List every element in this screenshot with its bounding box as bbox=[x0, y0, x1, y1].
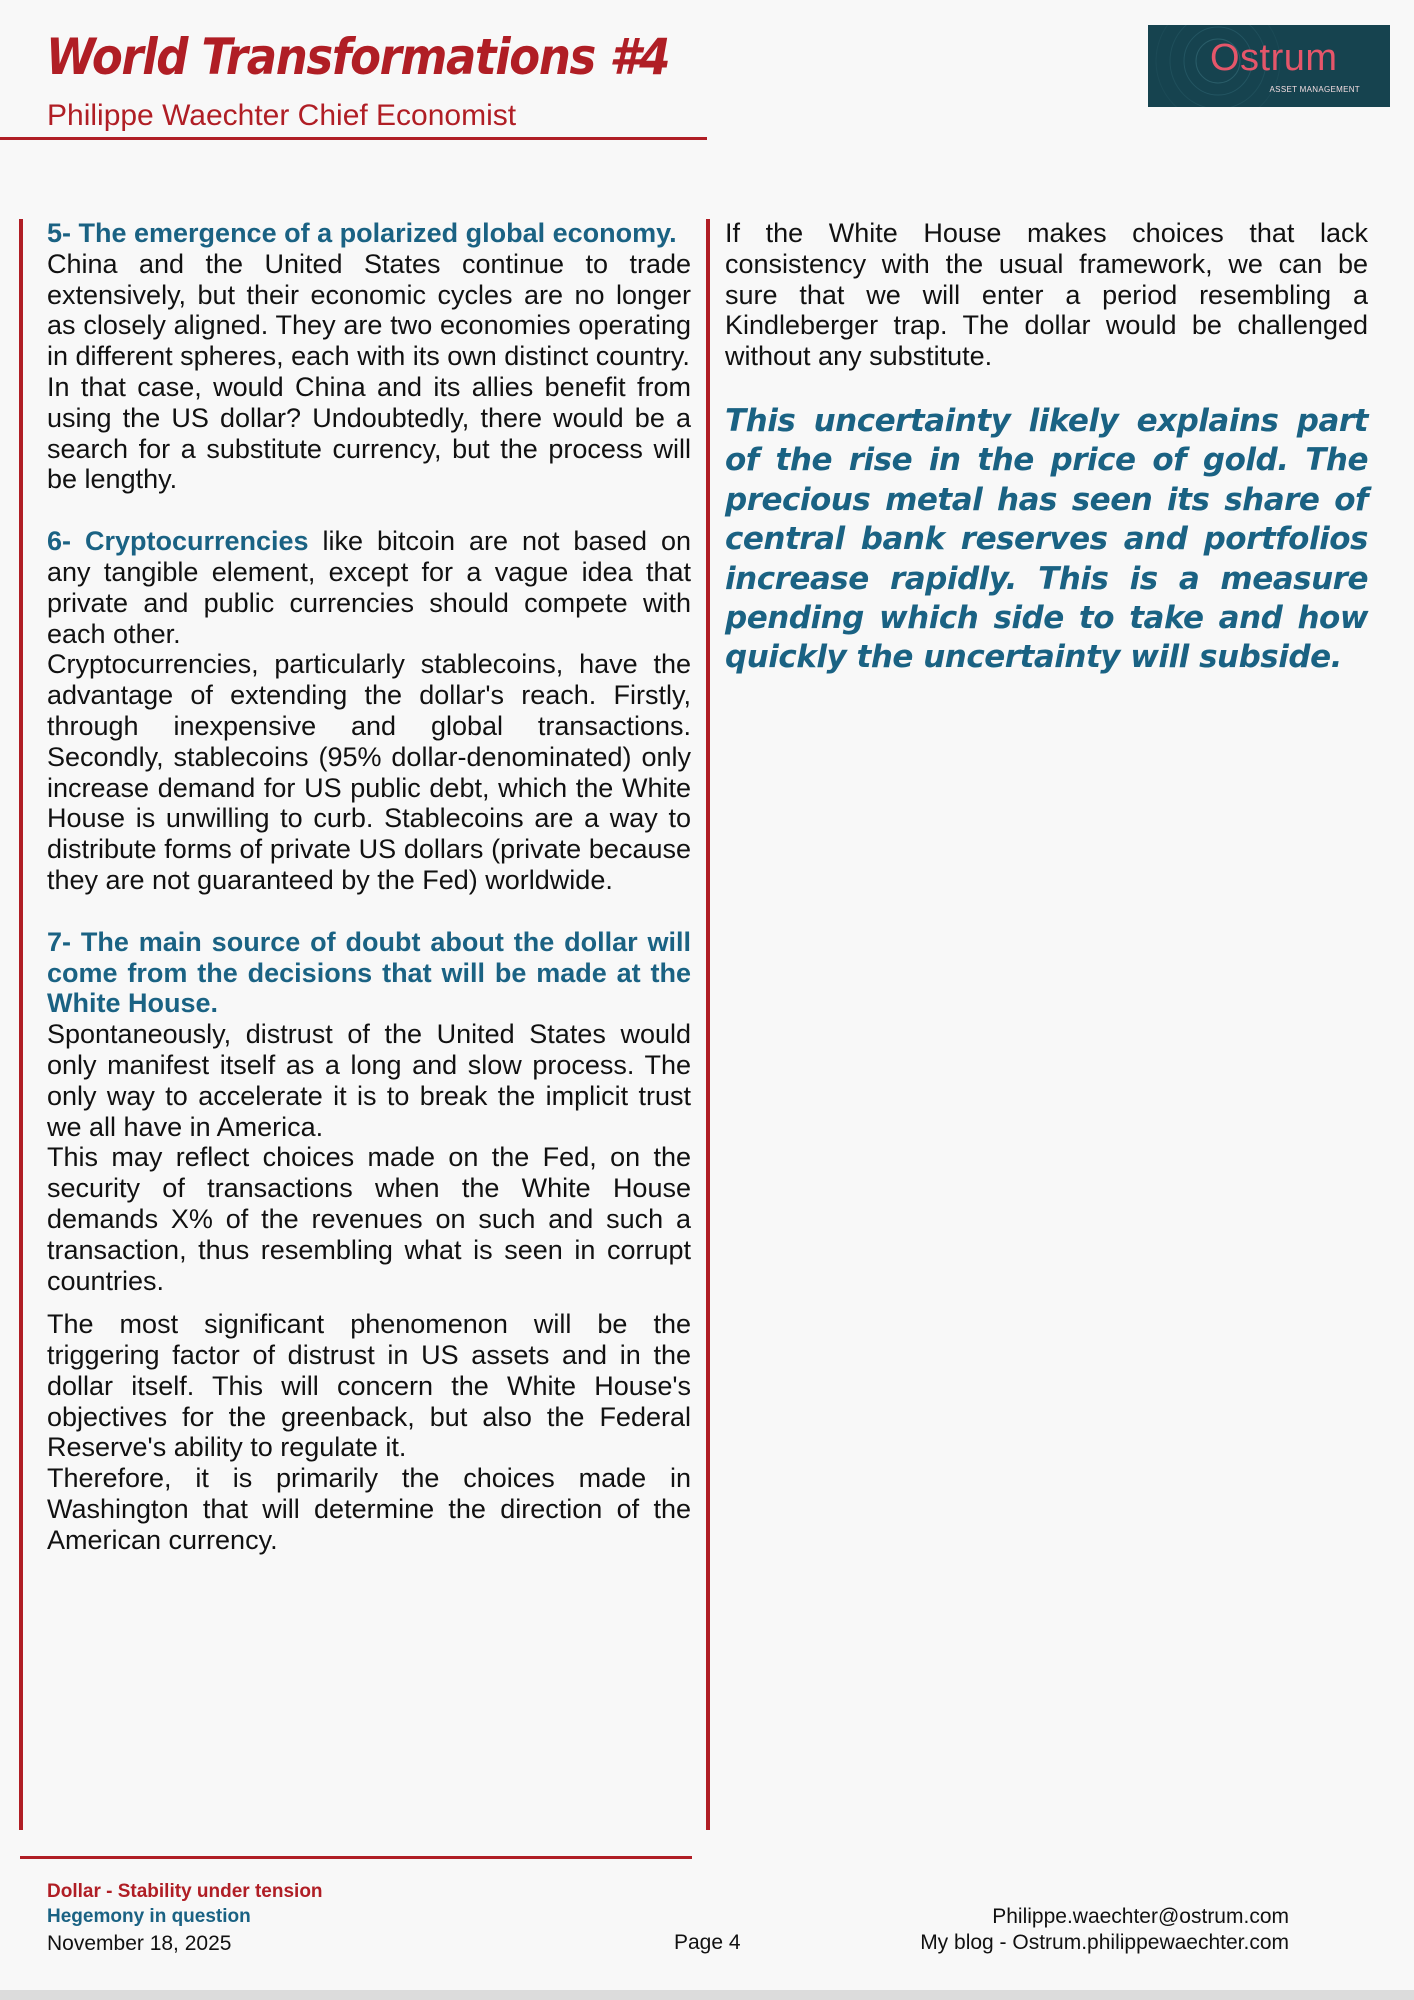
right-column-paragraph: If the White House makes choices that lack consistency with the usual framework, we can be sure that we will enter a period resembling a Kindleberger trap. The dollar would be challenged without any substitute. bbox=[725, 218, 1368, 372]
section-7-paragraph: Spontaneously, distrust of the United States would only manifest itself as a long and slow process. The only way to accelerate it is to break the implicit trust we all have in America. bbox=[47, 1019, 691, 1142]
section-7-paragraph: The most significant phenomenon will be the triggering factor of distrust in US assets and in the dollar itself. This will concern the White House's objectives for the greenback, but also the Federal Reserve's ability to regulate it. bbox=[47, 1309, 691, 1463]
author-email-link[interactable]: Philippe.waechter@ostrum.com bbox=[992, 1905, 1289, 1928]
column-divider bbox=[706, 219, 710, 1830]
ostrum-logo bbox=[1148, 25, 1390, 107]
section-6-lead-rest: like bitcoin are not based on any tangible element, except for a vague idea that private and public currencies should compete with each other. bbox=[47, 526, 691, 649]
page-title: World Transformations #4 bbox=[46, 28, 670, 86]
highlight-quote: This uncertainty likely explains part of the rise in the price of gold. The precious metal has seen its share of central bank reserves and portfolios increase rapidly. This is a measure pending which side to take and how quickly the uncertainty will subside. bbox=[725, 402, 1368, 676]
right-column bbox=[725, 218, 1368, 678]
section-5-paragraph: China and the United States continue to trade extensively, but their economic cycles are no longer as closely aligned. They are two economies operating in different spheres, each with its own distinct country. bbox=[47, 248, 691, 372]
page-subtitle: Philippe Waechter Chief Economist bbox=[47, 99, 517, 132]
section-5-paragraph: In that case, would China and its allies benefit from using the US dollar? Undoubtedly, there would be a search for a substitute currency, but the process will be lengthy. bbox=[47, 371, 691, 495]
page-bottom-edge bbox=[0, 1990, 1414, 2000]
section-6-lead: 6- Cryptocurrencies bbox=[47, 526, 309, 557]
blog-link[interactable]: My blog - Ostrum.philippewaechter.com bbox=[920, 1931, 1289, 1954]
section-6-intro bbox=[47, 526, 691, 649]
logo-wordmark: Ostrum bbox=[1210, 37, 1338, 79]
logo-tagline: ASSET MANAGEMENT bbox=[1269, 85, 1360, 94]
left-column-border bbox=[19, 219, 23, 1830]
footer-date: November 18, 2025 bbox=[47, 1932, 232, 1955]
footer-topic-subtitle: Hegemony in question bbox=[47, 1906, 251, 1927]
section-7-paragraph: This may reflect choices made on the Fed, on the security of transactions when the White House demands X% of the revenues on such and such a transaction, thus resembling what is seen in corrupt countries. bbox=[47, 1142, 691, 1296]
header-divider bbox=[0, 137, 707, 140]
section-7-heading: 7- The main source of doubt about the dollar will come from the decisions that will be made at the White House. bbox=[47, 926, 691, 1019]
footer-divider bbox=[20, 1856, 692, 1859]
page-number: Page 4 bbox=[674, 1931, 741, 1954]
footer-topic-title: Dollar - Stability under tension bbox=[47, 1881, 323, 1902]
section-5-heading: 5- The emergence of a polarized global economy. bbox=[47, 218, 677, 248]
section-7-paragraph: Therefore, it is primarily the choices made in Washington that will determine the direction of the American currency. bbox=[47, 1463, 691, 1555]
section-6-paragraph: Cryptocurrencies, particularly stablecoins, have the advantage of extending the dollar's reach. Firstly, through inexpensive and global transactions. Secondly, stablecoins (95% dollar-denominated) only increase demand for US public debt, which the White House is unwilling to curb. Stablecoins are a way to distribute forms of private US dollars (private because they are not guaranteed by the Fed) worldwide. bbox=[47, 649, 691, 895]
left-column bbox=[47, 218, 691, 1556]
